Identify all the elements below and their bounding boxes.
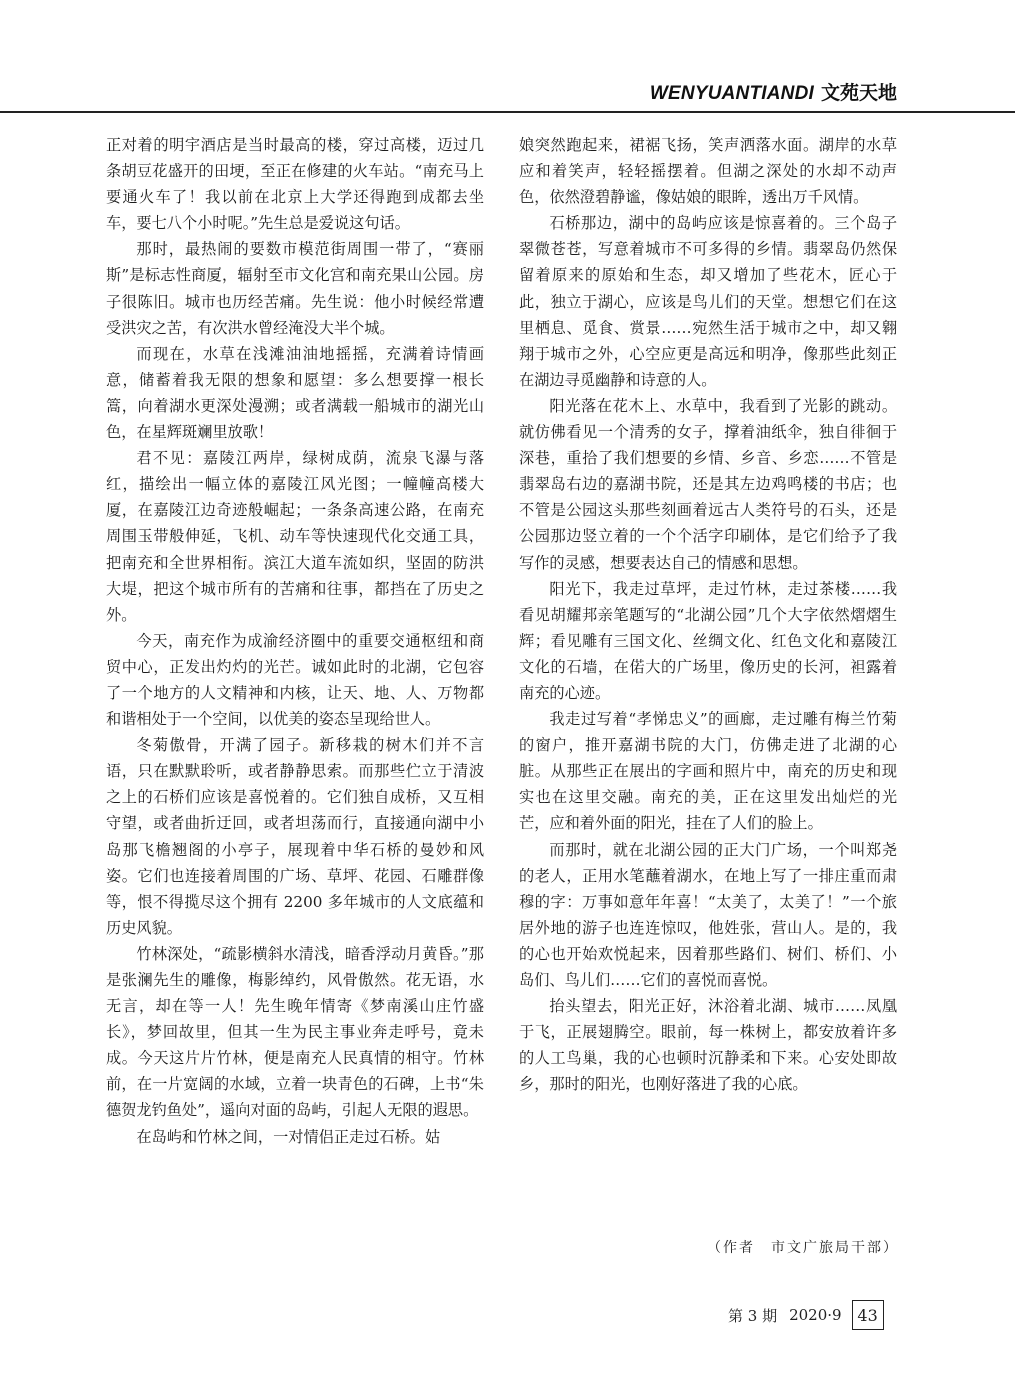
paragraph: 冬菊傲骨，开满了园子。新移栽的树木们并不言语，只在默默聆听，或者静静思索。而那些伫立于清波之上的石桥们应该是喜悦着的。它们独自成桥，又互相守望，或者曲折迂回，或者坦荡而行，直接通向湖中小岛那飞檐翘阁的小亭子，展现着中华石桥的曼妙和风姿。它们也连接着周围的广场、草坪、花园、石雕群像等，恨不得揽尽这个拥有 2200 多年城市的人文底蕴和历史风貌。 [106,736,484,937]
left-text-column [106,132,484,1150]
page-number: 43 [852,1300,884,1330]
magazine-section-header [650,78,897,105]
paragraph: 那时，最热闹的要数市模范街周围一带了，“赛丽斯”是标志性商厦，辐射至市文化宫和南充果山公园。房子很陈旧。城市也历经苦痛。先生说：他小时候经常遭受洪灾之苦，有次洪水曾经淹没大半个城。 [106,240,484,337]
paragraph: 今天，南充作为成渝经济圈中的重要交通枢纽和商贸中心，正发出灼灼的光芒。诚如此时的北湖，它包容了一个地方的人文精神和内核，让天、地、人、万物都和谐相处于一个空间，以优美的姿态呈现给世人。 [106,631,484,729]
paragraph: 娘突然跑起来，裙裾飞扬，笑声洒落水面。湖岸的水草应和着笑声，轻轻摇摆着。但湖之深处的水却不动声色，依然澄碧静谧，像姑娘的眼眸，透出万千风情。 [519,136,897,207]
paragraph: 阳光下，我走过草坪，走过竹林，走过茶楼……我看见胡耀邦亲笔题写的“北湖公园”几个大字依然熠熠生辉；看见雕有三国文化、丝绸文化、红色文化和嘉陵江文化的石墙，在偌大的广场里，像历史的长河，袒露着南充的心迹。 [519,579,897,702]
section-title-chinese: 文苑天地 [820,82,897,104]
paragraph: 而那时，就在北湖公园的正大门广场，一个叫郑尧的老人，正用水笔蘸着湖水，在地上写了一排庄重而肃穆的字：万事如意年年喜！“太美了，太美了！”一个旅居外地的游子也连连惊叹，他姓张，营山人。是的，我的心也开始欢悦起来，因着那些路们、树们、桥们、小岛们、鸟儿们……它们的喜悦而喜悦。 [519,840,897,989]
issue-number: 第 3 期 [728,1306,778,1325]
header-rule [0,111,1015,113]
section-title-latin: WENYUANTIANDI [649,83,814,104]
paragraph: 阳光落在花木上、水草中，我看到了光影的跳动。就仿佛看见一个清秀的女子，撑着油纸伞，独自徘徊于深巷，重拾了我们想要的乡情、乡音、乡恋……不管是翡翠岛右边的嘉湖书院，还是其左边鸡鸣楼的书店；也不管是公园这头那些刻画着远古人类符号的石头，还是公园那边竖立着的一个个活字印刷体，是它们给予了我写作的灵感，想要表达自己的情感和思想。 [519,396,897,572]
paragraph: 而现在，水草在浅滩油油地摇摇，充满着诗情画意，储蓄着我无限的想象和愿望：多么想要撑一根长篙，向着湖水更深处漫溯；或者满载一船城市的湖光山色，在星辉斑斓里放歌！ [106,344,484,442]
paragraph: 君不见：嘉陵江两岸，绿树成荫，流泉飞瀑与落红，描绘出一幅立体的嘉陵江风光图；一幢幢高楼大厦，在嘉陵江边奇迹般崛起；一条条高速公路，在南充周围玉带般伸延，飞机、动车等快速现代化交通工具，把南充和全世界相衔。滨江大道车流如织，坚固的防洪大堤，把这个城市所有的苦痛和往事，都挡在了历史之外。 [106,449,484,624]
paragraph: 竹林深处，“疏影横斜水清浅，暗香浮动月黄昏。”那是张澜先生的雕像，梅影绰约，风骨傲然。花无语，水无言，却在等一人！先生晚年情寄《梦南溪山庄竹盛长》，梦回故里，但其一生为民主事业奔走呼号，竟未成。今天这片片竹林，便是南充人民真情的相守。竹林前，在一片宽阔的水域，立着一块青色的石碑，上书“朱德贺龙钓鱼处”，遥向对面的岛屿，引起人无限的遐思。 [106,944,484,1120]
right-text-column [519,132,897,1097]
issue-date: 2020·9 [789,1306,842,1324]
author-credit: （作者 市文广旅局干部） [707,1240,899,1256]
page-footer [728,1300,884,1330]
paragraph: 抬头望去，阳光正好，沐浴着北湖、城市……凤凰于飞，正展翅腾空。眼前，每一株树上，都安放着许多的人工鸟巢，我的心也顿时沉静柔和下来。心安处即故乡，那时的阳光，也刚好落进了我的心底。 [519,997,897,1094]
paragraph: 我走过写着“孝悌忠义”的画廊，走过雕有梅兰竹菊的窗户，推开嘉湖书院的大门，仿佛走进了北湖的心脏。从那些正在展出的字画和照片中，南充的历史和现实也在这里交融。南充的美，正在这里发出灿烂的光芒，应和着外面的阳光，挂在了人们的脸上。 [519,710,897,833]
paragraph: 正对着的明宇酒店是当时最高的楼，穿过高楼，迈过几条胡豆花盛开的田埂，至正在修建的火车站。“南充马上要通火车了！我以前在北京上大学还得跑到成都去坐车，要七八个小时呢。”先生总是爱说这句话。 [106,136,484,233]
paragraph: 石桥那边，湖中的岛屿应该是惊喜着的。三个岛子翠微苍苍，写意着城市不可多得的乡情。翡翠岛仍然保留着原来的原始和生态，却又增加了些花木，匠心于此，独立于湖心，应该是鸟儿们的天堂。想想它们在这里栖息、觅食、赏景……宛然生活于城市之中，却又翱翔于城市之外，心空应更是高远和明净，像那些此刻正在湖边寻觅幽静和诗意的人。 [519,214,897,389]
paragraph: 在岛屿和竹林之间，一对情侣正走过石桥。姑 [136,1127,441,1146]
